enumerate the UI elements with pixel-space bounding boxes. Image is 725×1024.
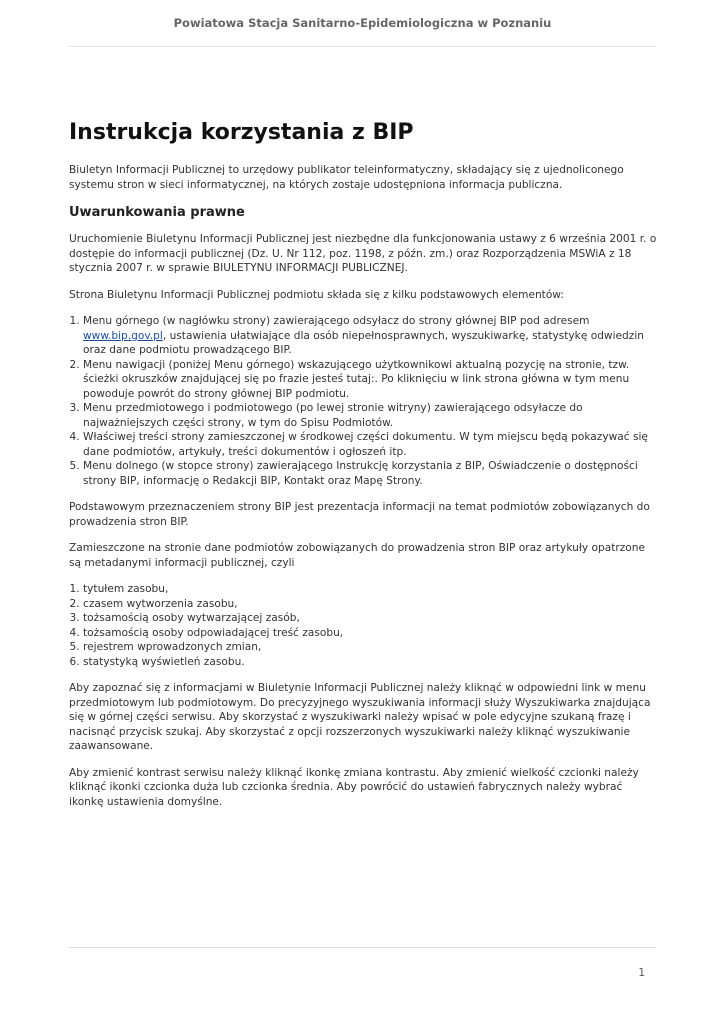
legal-paragraph: Uruchomienie Biuletynu Informacji Publicznej jest niezbędne dla funkcjonowania ustawy z 6 września 2001 r. o dostępie do informacji publicznej (Dz. U. Nr 112, poz. 1198, z późn. zm.) oraz Rozporządzenia MSWiA z 18 stycznia 2007 r. w sprawie BIULETYNU INFORMACJI PUBLICZNEJ. — [69, 233, 657, 274]
metadata-intro-paragraph: Zamieszczone na stronie dane podmiotów zobowiązanych do prowadzenia stron BIP oraz artykuły opatrzone są metadanymi informacji publicznej, czyli — [69, 542, 645, 569]
list-item: 1. tytułem zasobu, — [83, 582, 657, 597]
list-item: 2. Menu nawigacji (poniżej Menu górnego) wskazującego użytkownikowi aktualną pozycję na stronie, tzw. ścieżki okruszków znajdującej się po frazie jesteś tutaj:. Po kliknięciu w link strona główna w tym menu powoduje powrót do strony głównej BIP podmiotu. — [83, 358, 657, 402]
list-item: 5. rejestrem wprowadzonych zmian, — [83, 640, 657, 655]
footer-divider — [69, 947, 656, 948]
purpose-paragraph: Podstawowym przeznaczeniem strony BIP jest prezentacja informacji na temat podmiotów zobowiązanych do prowadzenia stron BIP. — [69, 501, 650, 528]
list-item-text: , ustawienia ułatwiające dla osób niepełnosprawnych, wyszukiwarkę, statystykę odwiedzin oraz dane podmiotu prowadzącego BIP. — [83, 329, 644, 356]
list-item: 4. tożsamością osoby odpowiadającej treść zasobu, — [83, 626, 657, 641]
list-item-text: Menu górnego (w nagłówku strony) zawierającego odsyłacz do strony głównej BIP pod adresem — [83, 315, 590, 327]
accessibility-info-paragraph: Aby zmienić kontrast serwisu należy kliknąć ikonkę zmiana kontrastu. Aby zmienić wielkość czcionki należy kliknąć ikonki czcionka duża lub czcionka średnia. Aby powrócić do ustawień fabrycznych należy wybrać ikonkę ustawienia domyślne. — [69, 766, 639, 808]
elements-intro-paragraph: Strona Biuletynu Informacji Publicznej podmiotu składa się z kilku podstawowych elementów: — [69, 288, 564, 301]
list-item: 5. Menu dolnego (w stopce strony) zawierającego Instrukcję korzystania z BIP, Oświadczenie o dostępności strony BIP, informację o Redakcji BIP, Kontakt oraz Mapę Strony. — [83, 459, 657, 488]
elements-list — [69, 314, 657, 488]
list-item — [83, 314, 657, 358]
metadata-list — [69, 582, 657, 669]
section-heading-legal: Uwarunkowania prawne — [69, 205, 245, 220]
bip-gov-link[interactable]: www.bip.gov.pl — [83, 329, 163, 342]
list-item: 2. czasem wytworzenia zasobu, — [83, 597, 657, 612]
list-item: 6. statystyką wyświetleń zasobu. — [83, 655, 657, 670]
header-divider — [69, 46, 656, 47]
page-title: Instrukcja korzystania z BIP — [69, 120, 414, 145]
list-item: 4. Właściwej treści strony zamieszczonej w środkowej części dokumentu. W tym miejscu będą pokazywać się dane podmiotów, artykuły, treści dokumentów i ogłoszeń itp. — [83, 430, 657, 459]
document-body — [69, 118, 657, 821]
page-header: Powiatowa Stacja Sanitarno-Epidemiologiczna w Poznaniu — [173, 16, 552, 30]
list-item: 3. tożsamością osoby wytwarzającej zasób, — [83, 611, 657, 626]
search-info-paragraph: Aby zapoznać się z informacjami w Biuletynie Informacji Publicznej należy kliknąć w odpowiedni link w menu przedmiotowym lub podmiotowym. Do precyzyjnego wyszukiwania informacji służy Wyszukiwarka znajdująca się w górnej części serwisu. Aby skorzystać z wyszukiwarki należy wpisać w pole edycyjne szukaną frazę i nacisnąć przycisk szukaj. Aby skorzystać z opcji rozszerzonych wyszukiwarki należy kliknąć wyszukiwanie zaawansowane. — [69, 682, 651, 752]
intro-paragraph: Biuletyn Informacji Publicznej to urzędowy publikator teleinformatyczny, składający się z ujednoliconego systemu stron w sieci informatycznej, na których zostaje udostępniona informacja publiczna. — [69, 164, 624, 191]
list-item: 3. Menu przedmiotowego i podmiotowego (po lewej stronie witryny) zawierającego odsyłacze do najważniejszych części strony, w tym do Spisu Podmiotów. — [83, 401, 657, 430]
page-number: 1 — [638, 967, 645, 979]
